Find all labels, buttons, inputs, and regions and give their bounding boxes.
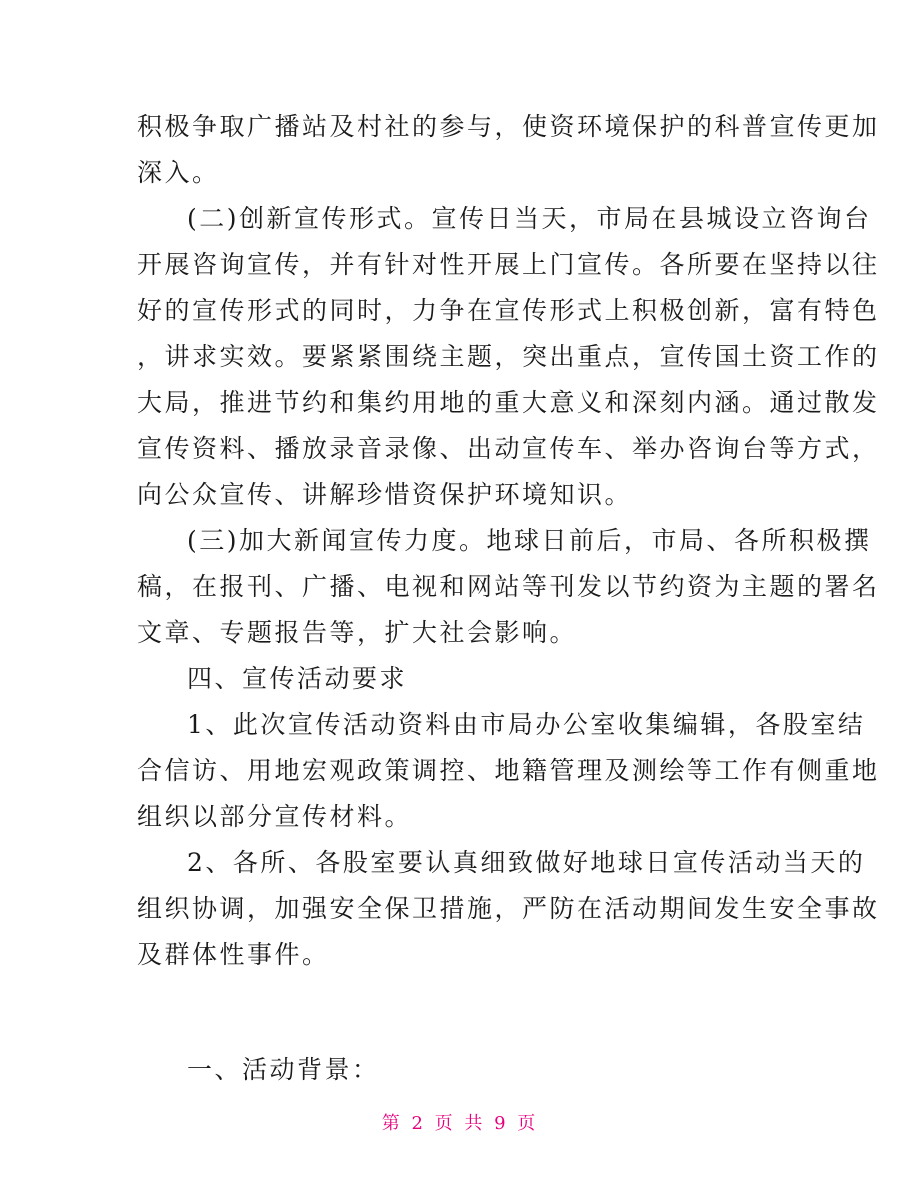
paragraph-line: 积极争取广播站及村社的参与，使资环境保护的科普宣传更加 xyxy=(137,112,880,141)
paragraph-line: 1、此次宣传活动资料由市局办公室收集编辑，各股室结 xyxy=(187,710,866,739)
page-number-footer: 第 2 页 共 9 页 xyxy=(381,1113,539,1134)
paragraph-line: 向公众宣传、讲解珍惜资保护环境知识。 xyxy=(137,480,633,509)
paragraph-line: 合信访、用地宏观政策调控、地籍管理及测绘等工作有侧重地 xyxy=(137,756,880,785)
paragraph-line: 组织协调，加强安全保卫措施，严防在活动期间发生安全事故 xyxy=(137,894,880,923)
paragraph-line: 组织以部分宣传材料。 xyxy=(137,802,413,831)
paragraph-line: 好的宣传形式的同时，力争在宣传形式上积极创新，富有特色 xyxy=(137,296,880,325)
paragraph-line: 开展咨询宣传，并有针对性开展上门宣传。各所要在坚持以往 xyxy=(137,250,880,279)
paragraph-line: 2、各所、各股室要认真细致做好地球日宣传活动当天的 xyxy=(187,848,866,877)
paragraph-line: (二)创新宣传形式。宣传日当天，市局在县城设立咨询台 xyxy=(187,204,872,233)
paragraph-line: 深入。 xyxy=(137,158,220,187)
paragraph-line: 及群体性事件。 xyxy=(137,940,330,969)
paragraph-line: 大局，推进节约和集约用地的重大意义和深刻内涵。通过散发 xyxy=(137,388,880,417)
section-heading: 一、活动背景： xyxy=(187,1055,380,1084)
paragraph-line: 宣传资料、播放录音录像、出动宣传车、举办咨询台等方式， xyxy=(137,434,880,463)
paragraph-line: 文章、专题报告等，扩大社会影响。 xyxy=(137,618,578,647)
section-heading: 四、宣传活动要求 xyxy=(187,664,408,693)
paragraph-line: (三)加大新闻宣传力度。地球日前后，市局、各所积极撰 xyxy=(187,526,872,555)
paragraph-line: ，讲求实效。要紧紧围绕主题，突出重点，宣传国土资工作的 xyxy=(137,342,880,371)
paragraph-line: 稿，在报刊、广播、电视和网站等刊发以节约资为主题的署名 xyxy=(137,572,880,601)
